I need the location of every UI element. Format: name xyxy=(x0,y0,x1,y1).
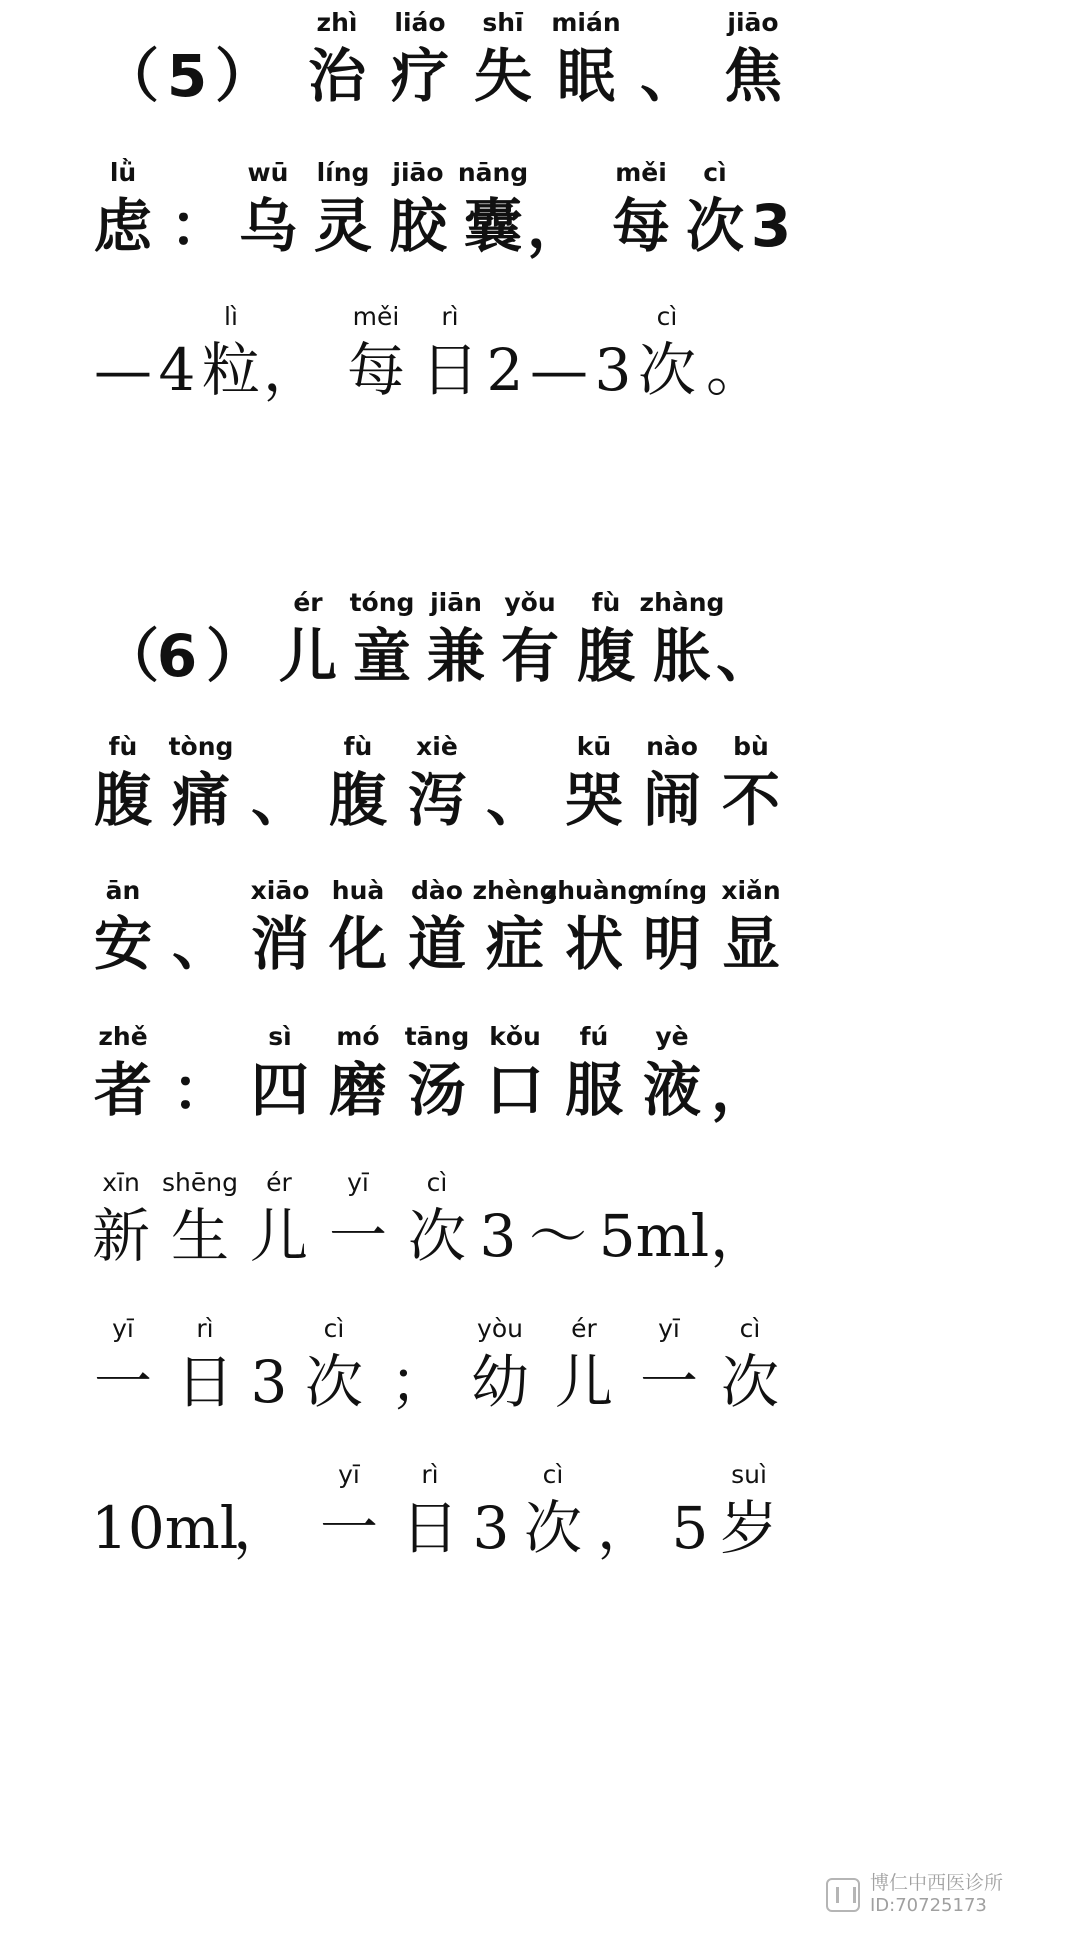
hanzi-character: 失 xyxy=(473,42,532,110)
pinyin-annotation: yī xyxy=(338,1460,360,1489)
text-line xyxy=(0,588,1076,718)
hanzi-character: 不 xyxy=(721,766,780,834)
ruby-unit xyxy=(708,8,798,138)
pinyin-annotation: zhàng xyxy=(639,588,725,617)
hanzi-character: 岁 xyxy=(719,1494,778,1562)
hanzi-character: 、 xyxy=(485,766,544,834)
hanzi-character: 乌 xyxy=(238,192,297,260)
hanzi-character: 一 xyxy=(328,1202,387,1270)
pinyin-annotation: mián xyxy=(551,8,621,37)
hanzi-character: ～ xyxy=(528,1202,587,1270)
hanzi-character: 显 xyxy=(721,910,780,978)
hanzi-character: 2 xyxy=(486,336,524,404)
hanzi-character: 4 xyxy=(158,336,196,404)
pinyin-annotation: huà xyxy=(331,876,385,905)
hanzi-character: 3 xyxy=(250,1348,288,1416)
hanzi-character: — xyxy=(94,336,152,404)
hanzi-character: 消 xyxy=(250,910,309,978)
ruby-unit xyxy=(726,158,816,288)
hanzi-character: 、 xyxy=(171,910,230,978)
pinyin-annotation: rì xyxy=(441,302,459,331)
text-line xyxy=(0,1460,1076,1590)
hanzi-character: （ xyxy=(100,622,159,690)
hanzi-character: 次 xyxy=(304,1348,363,1416)
hanzi-character: 次 xyxy=(407,1202,466,1270)
ruby-unit xyxy=(704,1460,794,1590)
text-line xyxy=(0,1022,1076,1152)
pinyin-annotation: rì xyxy=(421,1460,439,1489)
hanzi-character: 有 xyxy=(500,622,559,690)
hanzi-character: 、 xyxy=(639,42,698,110)
pinyin-annotation: cì xyxy=(739,1314,761,1343)
hanzi-character: 胶 xyxy=(388,192,447,260)
hanzi-character: 次 xyxy=(685,192,744,260)
text-line xyxy=(0,8,1076,138)
pinyin-annotation: fú xyxy=(579,1022,609,1051)
hanzi-character: 粒 xyxy=(201,336,260,404)
hanzi-character: 液 xyxy=(642,1056,701,1124)
pinyin-annotation: ān xyxy=(105,876,141,905)
pinyin-annotation: suì xyxy=(731,1460,767,1489)
hanzi-character: ， xyxy=(232,1494,291,1562)
hanzi-character: 腹 xyxy=(328,766,387,834)
pinyin-annotation: nào xyxy=(646,732,698,761)
pinyin-annotation: měi xyxy=(615,158,667,187)
pinyin-annotation: ér xyxy=(571,1314,597,1343)
hanzi-character: ： xyxy=(169,192,228,260)
hanzi-character: ， xyxy=(709,1202,768,1270)
pinyin-annotation: měi xyxy=(352,302,400,331)
hanzi-character: 一 xyxy=(319,1494,378,1562)
hanzi-character: 灵 xyxy=(313,192,372,260)
text-line xyxy=(0,1168,1076,1298)
hanzi-character: 汤 xyxy=(407,1056,466,1124)
hanzi-character: 新 xyxy=(91,1202,150,1270)
hanzi-character: 3 xyxy=(472,1494,510,1562)
pinyin-annotation: líng xyxy=(316,158,370,187)
pinyin-annotation: fù xyxy=(343,732,373,761)
pinyin-annotation: zhèng xyxy=(472,876,558,905)
hanzi-character: 3 xyxy=(479,1202,517,1270)
ruby-unit xyxy=(706,732,796,862)
hanzi-character: 次 xyxy=(637,336,696,404)
hanzi-character: 服 xyxy=(564,1056,623,1124)
hanzi-character: 焦 xyxy=(723,42,782,110)
pinyin-annotation: yǒu xyxy=(504,588,556,617)
text-line xyxy=(0,158,1076,288)
hanzi-character: 童 xyxy=(352,622,411,690)
hanzi-character: 眠 xyxy=(556,42,615,110)
pinyin-annotation: lǜ xyxy=(109,158,137,187)
hanzi-character: 安 xyxy=(93,910,152,978)
hanzi-character: 5 xyxy=(166,42,208,110)
pinyin-annotation: sì xyxy=(268,1022,292,1051)
pinyin-annotation: míng xyxy=(636,876,708,905)
pinyin-annotation: jiāo xyxy=(392,158,444,187)
hanzi-character: ， xyxy=(526,192,585,260)
pinyin-annotation: yī xyxy=(112,1314,134,1343)
pinyin-annotation: bù xyxy=(733,732,769,761)
hanzi-character: 10ml xyxy=(91,1494,239,1562)
hanzi-character: 次 xyxy=(720,1348,779,1416)
pinyin-annotation: kū xyxy=(576,732,612,761)
watermark xyxy=(826,1872,1036,1918)
hanzi-character: ； xyxy=(389,1348,448,1416)
text-line xyxy=(0,732,1076,862)
pinyin-annotation: kǒu xyxy=(489,1022,541,1051)
hanzi-character: 四 xyxy=(250,1056,309,1124)
hanzi-character: （ xyxy=(100,42,159,110)
pinyin-annotation: liáo xyxy=(394,8,446,37)
hanzi-character: 胀 xyxy=(652,622,711,690)
ruby-unit xyxy=(695,1022,785,1152)
hanzi-character: 者 xyxy=(93,1056,152,1124)
pinyin-annotation: fù xyxy=(108,732,138,761)
hanzi-character: 次 xyxy=(523,1494,582,1562)
pinyin-annotation: zhì xyxy=(316,8,358,37)
hanzi-character: 日 xyxy=(175,1348,234,1416)
hanzi-character: 幼 xyxy=(470,1348,529,1416)
hanzi-character: 道 xyxy=(407,910,466,978)
hanzi-character: ， xyxy=(596,1494,655,1562)
hanzi-character: 口 xyxy=(485,1056,544,1124)
hanzi-character: 儿 xyxy=(554,1348,613,1416)
hanzi-character: 、 xyxy=(250,766,309,834)
hanzi-character: 兼 xyxy=(426,622,485,690)
hanzi-character: 生 xyxy=(170,1202,229,1270)
hanzi-character: 化 xyxy=(328,910,387,978)
clinic-logo-icon xyxy=(826,1878,860,1912)
hanzi-character: 5ml xyxy=(598,1202,710,1270)
pinyin-annotation: xiāo xyxy=(250,876,310,905)
ruby-unit xyxy=(706,876,796,1006)
pinyin-annotation: zhě xyxy=(98,1022,148,1051)
hanzi-character: 、 xyxy=(715,622,774,690)
hanzi-character: 哭 xyxy=(564,766,623,834)
hanzi-character: 一 xyxy=(639,1348,698,1416)
pinyin-annotation: cì xyxy=(703,158,727,187)
hanzi-character: 腹 xyxy=(576,622,635,690)
pinyin-annotation: ér xyxy=(293,588,323,617)
watermark-name: 博仁中西医诊所 xyxy=(870,1872,1004,1894)
pinyin-annotation: cì xyxy=(426,1168,448,1197)
hanzi-character: 每 xyxy=(346,336,405,404)
hanzi-character: 儿 xyxy=(278,622,337,690)
ruby-unit xyxy=(690,302,780,432)
pinyin-annotation: xiè xyxy=(416,732,458,761)
pinyin-annotation: jiāo xyxy=(727,8,779,37)
hanzi-character: 治 xyxy=(307,42,366,110)
hanzi-character: ： xyxy=(171,1056,230,1124)
pinyin-annotation: nāng xyxy=(457,158,529,187)
pinyin-annotation: cì xyxy=(542,1460,564,1489)
hanzi-character: ） xyxy=(214,42,273,110)
pinyin-annotation: dào xyxy=(411,876,463,905)
hanzi-character: 儿 xyxy=(249,1202,308,1270)
pinyin-annotation: tòng xyxy=(168,732,234,761)
hanzi-character: 3 xyxy=(594,336,632,404)
pinyin-annotation: cì xyxy=(323,1314,345,1343)
hanzi-character: 3 xyxy=(750,192,792,260)
hanzi-character: 一 xyxy=(93,1348,152,1416)
pinyin-annotation: shī xyxy=(482,8,524,37)
hanzi-character: 虑 xyxy=(93,192,152,260)
hanzi-character: 6 xyxy=(156,622,198,690)
pinyin-annotation: zhuàng xyxy=(542,876,646,905)
hanzi-character: 明 xyxy=(642,910,701,978)
hanzi-character: 症 xyxy=(485,910,544,978)
ruby-unit xyxy=(705,1314,795,1444)
hanzi-character: ， xyxy=(710,1056,769,1124)
pinyin-annotation: xiǎn xyxy=(721,876,781,905)
hanzi-character: 磨 xyxy=(328,1056,387,1124)
hanzi-character: ， xyxy=(262,336,321,404)
pinyin-annotation: cì xyxy=(656,302,678,331)
hanzi-character: 疗 xyxy=(390,42,449,110)
pinyin-annotation: tóng xyxy=(349,588,415,617)
hanzi-character: 。 xyxy=(705,336,764,404)
text-line xyxy=(0,876,1076,1006)
hanzi-character: 痛 xyxy=(171,766,230,834)
pinyin-annotation: shēng xyxy=(162,1168,238,1197)
ruby-unit xyxy=(694,1168,784,1298)
hanzi-character: 泻 xyxy=(407,766,466,834)
hanzi-character: 囊 xyxy=(463,192,522,260)
pinyin-annotation: yī xyxy=(347,1168,369,1197)
pinyin-annotation: jiān xyxy=(430,588,482,617)
pinyin-annotation: tāng xyxy=(404,1022,470,1051)
hanzi-character: 腹 xyxy=(93,766,152,834)
pinyin-annotation: lì xyxy=(224,302,238,331)
pinyin-annotation: yè xyxy=(655,1022,689,1051)
text-line xyxy=(0,302,1076,432)
pinyin-annotation: yī xyxy=(658,1314,680,1343)
hanzi-character: 日 xyxy=(420,336,479,404)
text-line xyxy=(0,1314,1076,1444)
hanzi-character: 每 xyxy=(611,192,670,260)
hanzi-character: 状 xyxy=(564,910,623,978)
pinyin-annotation: xīn xyxy=(102,1168,140,1197)
pinyin-annotation: mó xyxy=(336,1022,380,1051)
pinyin-annotation: rì xyxy=(196,1314,214,1343)
ruby-unit xyxy=(700,588,790,718)
hanzi-character: ） xyxy=(205,622,264,690)
pinyin-annotation: fù xyxy=(591,588,621,617)
pinyin-annotation: wū xyxy=(247,158,289,187)
hanzi-character: 闹 xyxy=(642,766,701,834)
pinyin-annotation: yòu xyxy=(477,1314,523,1343)
hanzi-character: 5 xyxy=(671,1494,709,1562)
hanzi-character: 日 xyxy=(400,1494,459,1562)
watermark-id: ID:70725173 xyxy=(870,1895,987,1916)
hanzi-character: — xyxy=(530,336,588,404)
pinyin-annotation: ér xyxy=(266,1168,292,1197)
